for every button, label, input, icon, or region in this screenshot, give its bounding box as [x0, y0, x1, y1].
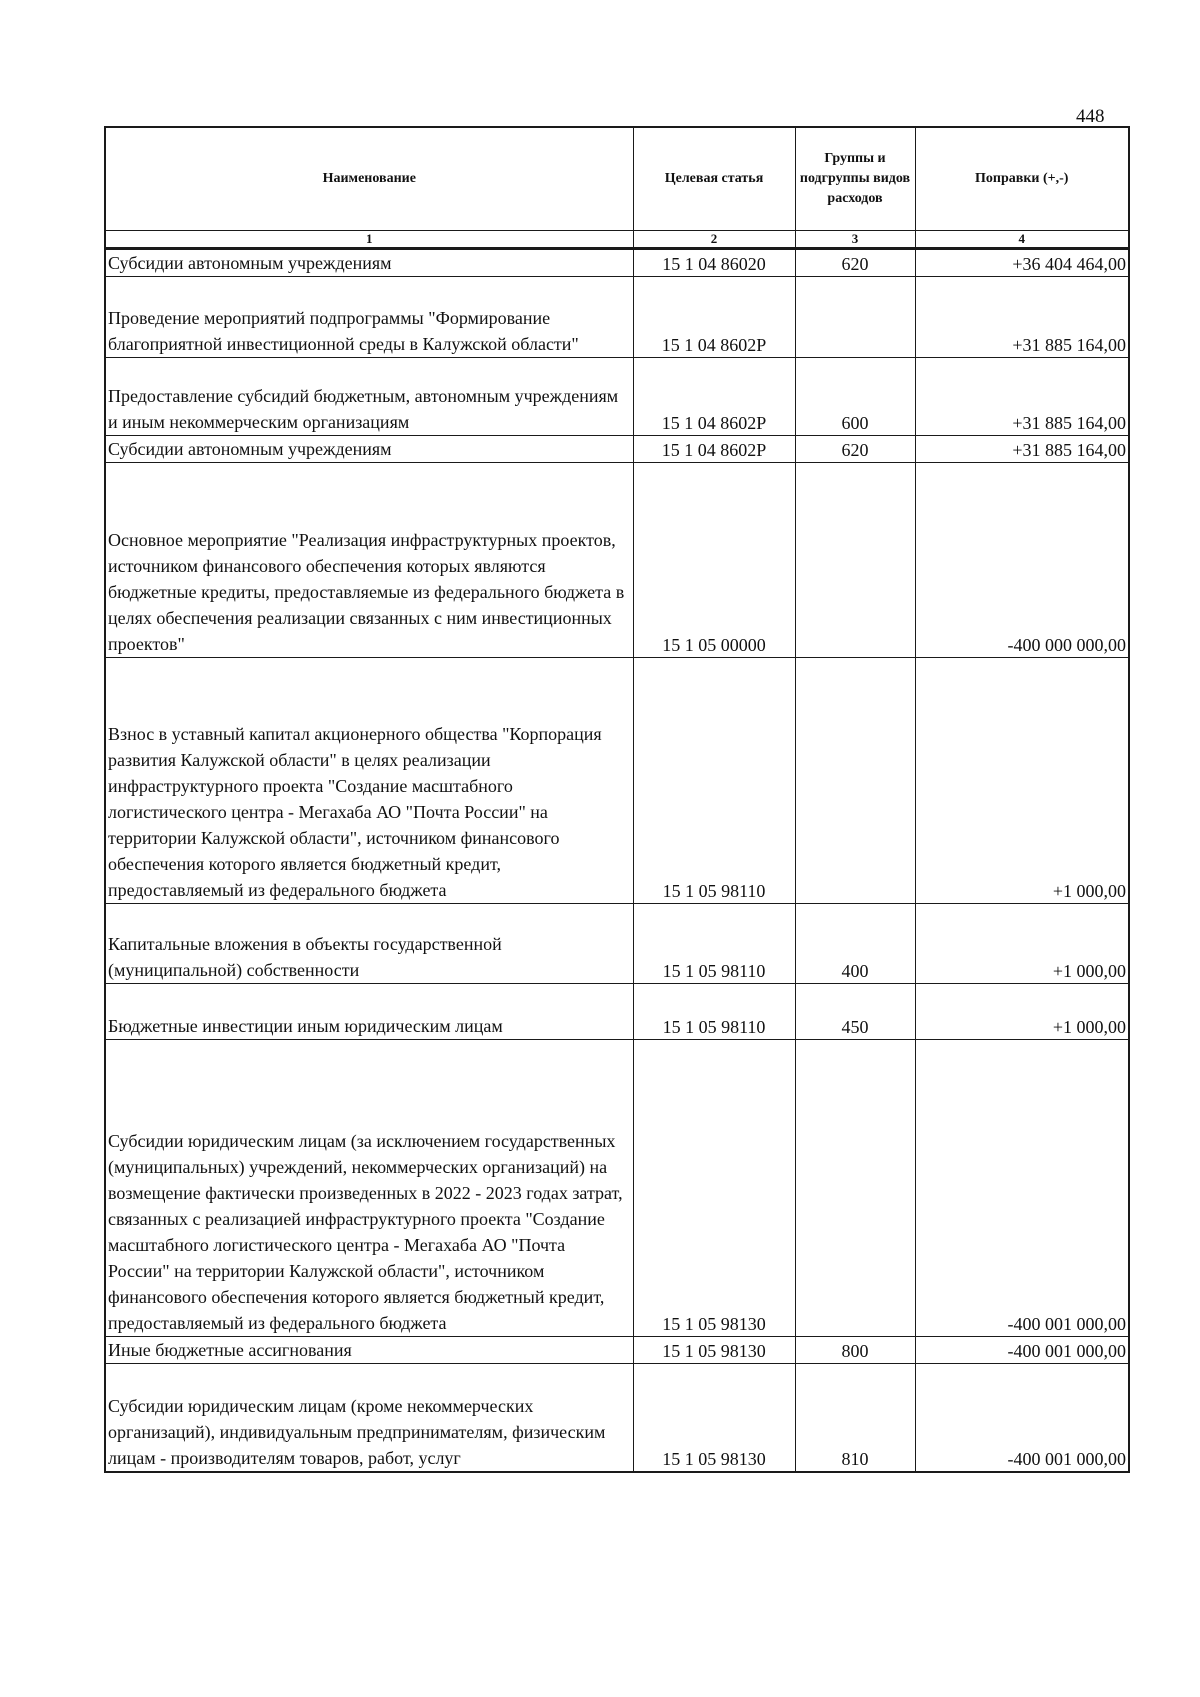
budget-table	[104, 126, 1130, 1473]
header-name: Наименование	[105, 127, 633, 231]
row-name: Проведение мероприятий подпрограммы "Формирование благоприятной инвестиционной среды в Калужской области"	[105, 277, 633, 358]
header-target: Целевая статья	[633, 127, 795, 231]
column-number: 2	[633, 231, 795, 249]
row-group: 800	[795, 1337, 915, 1364]
row-amount: +31 885 164,00	[915, 358, 1129, 436]
row-target-code: 15 1 05 98110	[633, 658, 795, 904]
row-name: Иные бюджетные ассигнования	[105, 1337, 633, 1364]
table-row	[105, 1040, 1129, 1337]
table-row	[105, 249, 1129, 277]
row-name: Основное мероприятие "Реализация инфраструктурных проектов, источником финансового обеспечения которых являются бюджетные кредиты, предоставляемые из федерального бюджета в целях обеспечения реализации связанных с ним инвестиционных проектов"	[105, 463, 633, 658]
table-row	[105, 984, 1129, 1040]
row-group: 620	[795, 436, 915, 463]
row-amount: +1 000,00	[915, 904, 1129, 984]
table-row	[105, 463, 1129, 658]
row-name: Субсидии автономным учреждениям	[105, 249, 633, 277]
row-amount: -400 000 000,00	[915, 463, 1129, 658]
row-name: Субсидии автономным учреждениям	[105, 436, 633, 463]
row-target-code: 15 1 05 98110	[633, 984, 795, 1040]
row-target-code: 15 1 04 86020	[633, 249, 795, 277]
page-number: 448	[1076, 106, 1105, 127]
header-row	[105, 127, 1129, 231]
row-amount: +31 885 164,00	[915, 436, 1129, 463]
table-row	[105, 277, 1129, 358]
row-amount: -400 001 000,00	[915, 1040, 1129, 1337]
table-row	[105, 358, 1129, 436]
row-name: Капитальные вложения в объекты государственной (муниципальной) собственности	[105, 904, 633, 984]
row-amount: +1 000,00	[915, 984, 1129, 1040]
row-group	[795, 463, 915, 658]
row-target-code: 15 1 05 98130	[633, 1040, 795, 1337]
column-number: 1	[105, 231, 633, 249]
column-number: 4	[915, 231, 1129, 249]
row-target-code: 15 1 04 8602P	[633, 277, 795, 358]
table-row	[105, 904, 1129, 984]
row-amount: -400 001 000,00	[915, 1364, 1129, 1472]
row-group: 450	[795, 984, 915, 1040]
row-name: Субсидии юридическим лицам (кроме некоммерческих организаций), индивидуальным предпринимателям, физическим лицам - производителям товаров, работ, услуг	[105, 1364, 633, 1472]
table-row	[105, 1337, 1129, 1364]
row-target-code: 15 1 05 98130	[633, 1364, 795, 1472]
row-name: Субсидии юридическим лицам (за исключением государственных (муниципальных) учреждений, некоммерческих организаций) на возмещение фактически произведенных в 2022 - 2023 годах затрат, связанных с реализацией инфраструктурного проекта "Создание масштабного логистического центра - Мегахаба АО "Почта России" на территории Калужской области", источником финансового обеспечения которого является бюджетный кредит, предоставляемый из федерального бюджета	[105, 1040, 633, 1337]
row-name: Предоставление субсидий бюджетным, автономным учреждениям и иным некоммерческим организациям	[105, 358, 633, 436]
row-amount: +36 404 464,00	[915, 249, 1129, 277]
column-number: 3	[795, 231, 915, 249]
row-target-code: 15 1 04 8602P	[633, 358, 795, 436]
row-group	[795, 277, 915, 358]
row-target-code: 15 1 04 8602P	[633, 436, 795, 463]
row-group: 810	[795, 1364, 915, 1472]
row-target-code: 15 1 05 98130	[633, 1337, 795, 1364]
header-groups: Группы и подгруппы видов расходов	[795, 127, 915, 231]
row-group	[795, 658, 915, 904]
row-name: Взнос в уставный капитал акционерного общества "Корпорация развития Калужской области" в целях реализации инфраструктурного проекта "Создание масштабного логистического центра - Мегахаба АО "Почта России" на территории Калужской области", источником финансового обеспечения которого является бюджетный кредит, предоставляемый из федерального бюджета	[105, 658, 633, 904]
row-group: 400	[795, 904, 915, 984]
row-amount: +1 000,00	[915, 658, 1129, 904]
row-group: 620	[795, 249, 915, 277]
row-amount: +31 885 164,00	[915, 277, 1129, 358]
row-amount: -400 001 000,00	[915, 1337, 1129, 1364]
row-group: 600	[795, 358, 915, 436]
row-name: Бюджетные инвестиции иным юридическим лицам	[105, 984, 633, 1040]
table-row	[105, 1364, 1129, 1472]
row-target-code: 15 1 05 00000	[633, 463, 795, 658]
column-number-row	[105, 231, 1129, 249]
row-group	[795, 1040, 915, 1337]
row-target-code: 15 1 05 98110	[633, 904, 795, 984]
table-row	[105, 436, 1129, 463]
table-row	[105, 658, 1129, 904]
header-amendments: Поправки (+,-)	[915, 127, 1129, 231]
